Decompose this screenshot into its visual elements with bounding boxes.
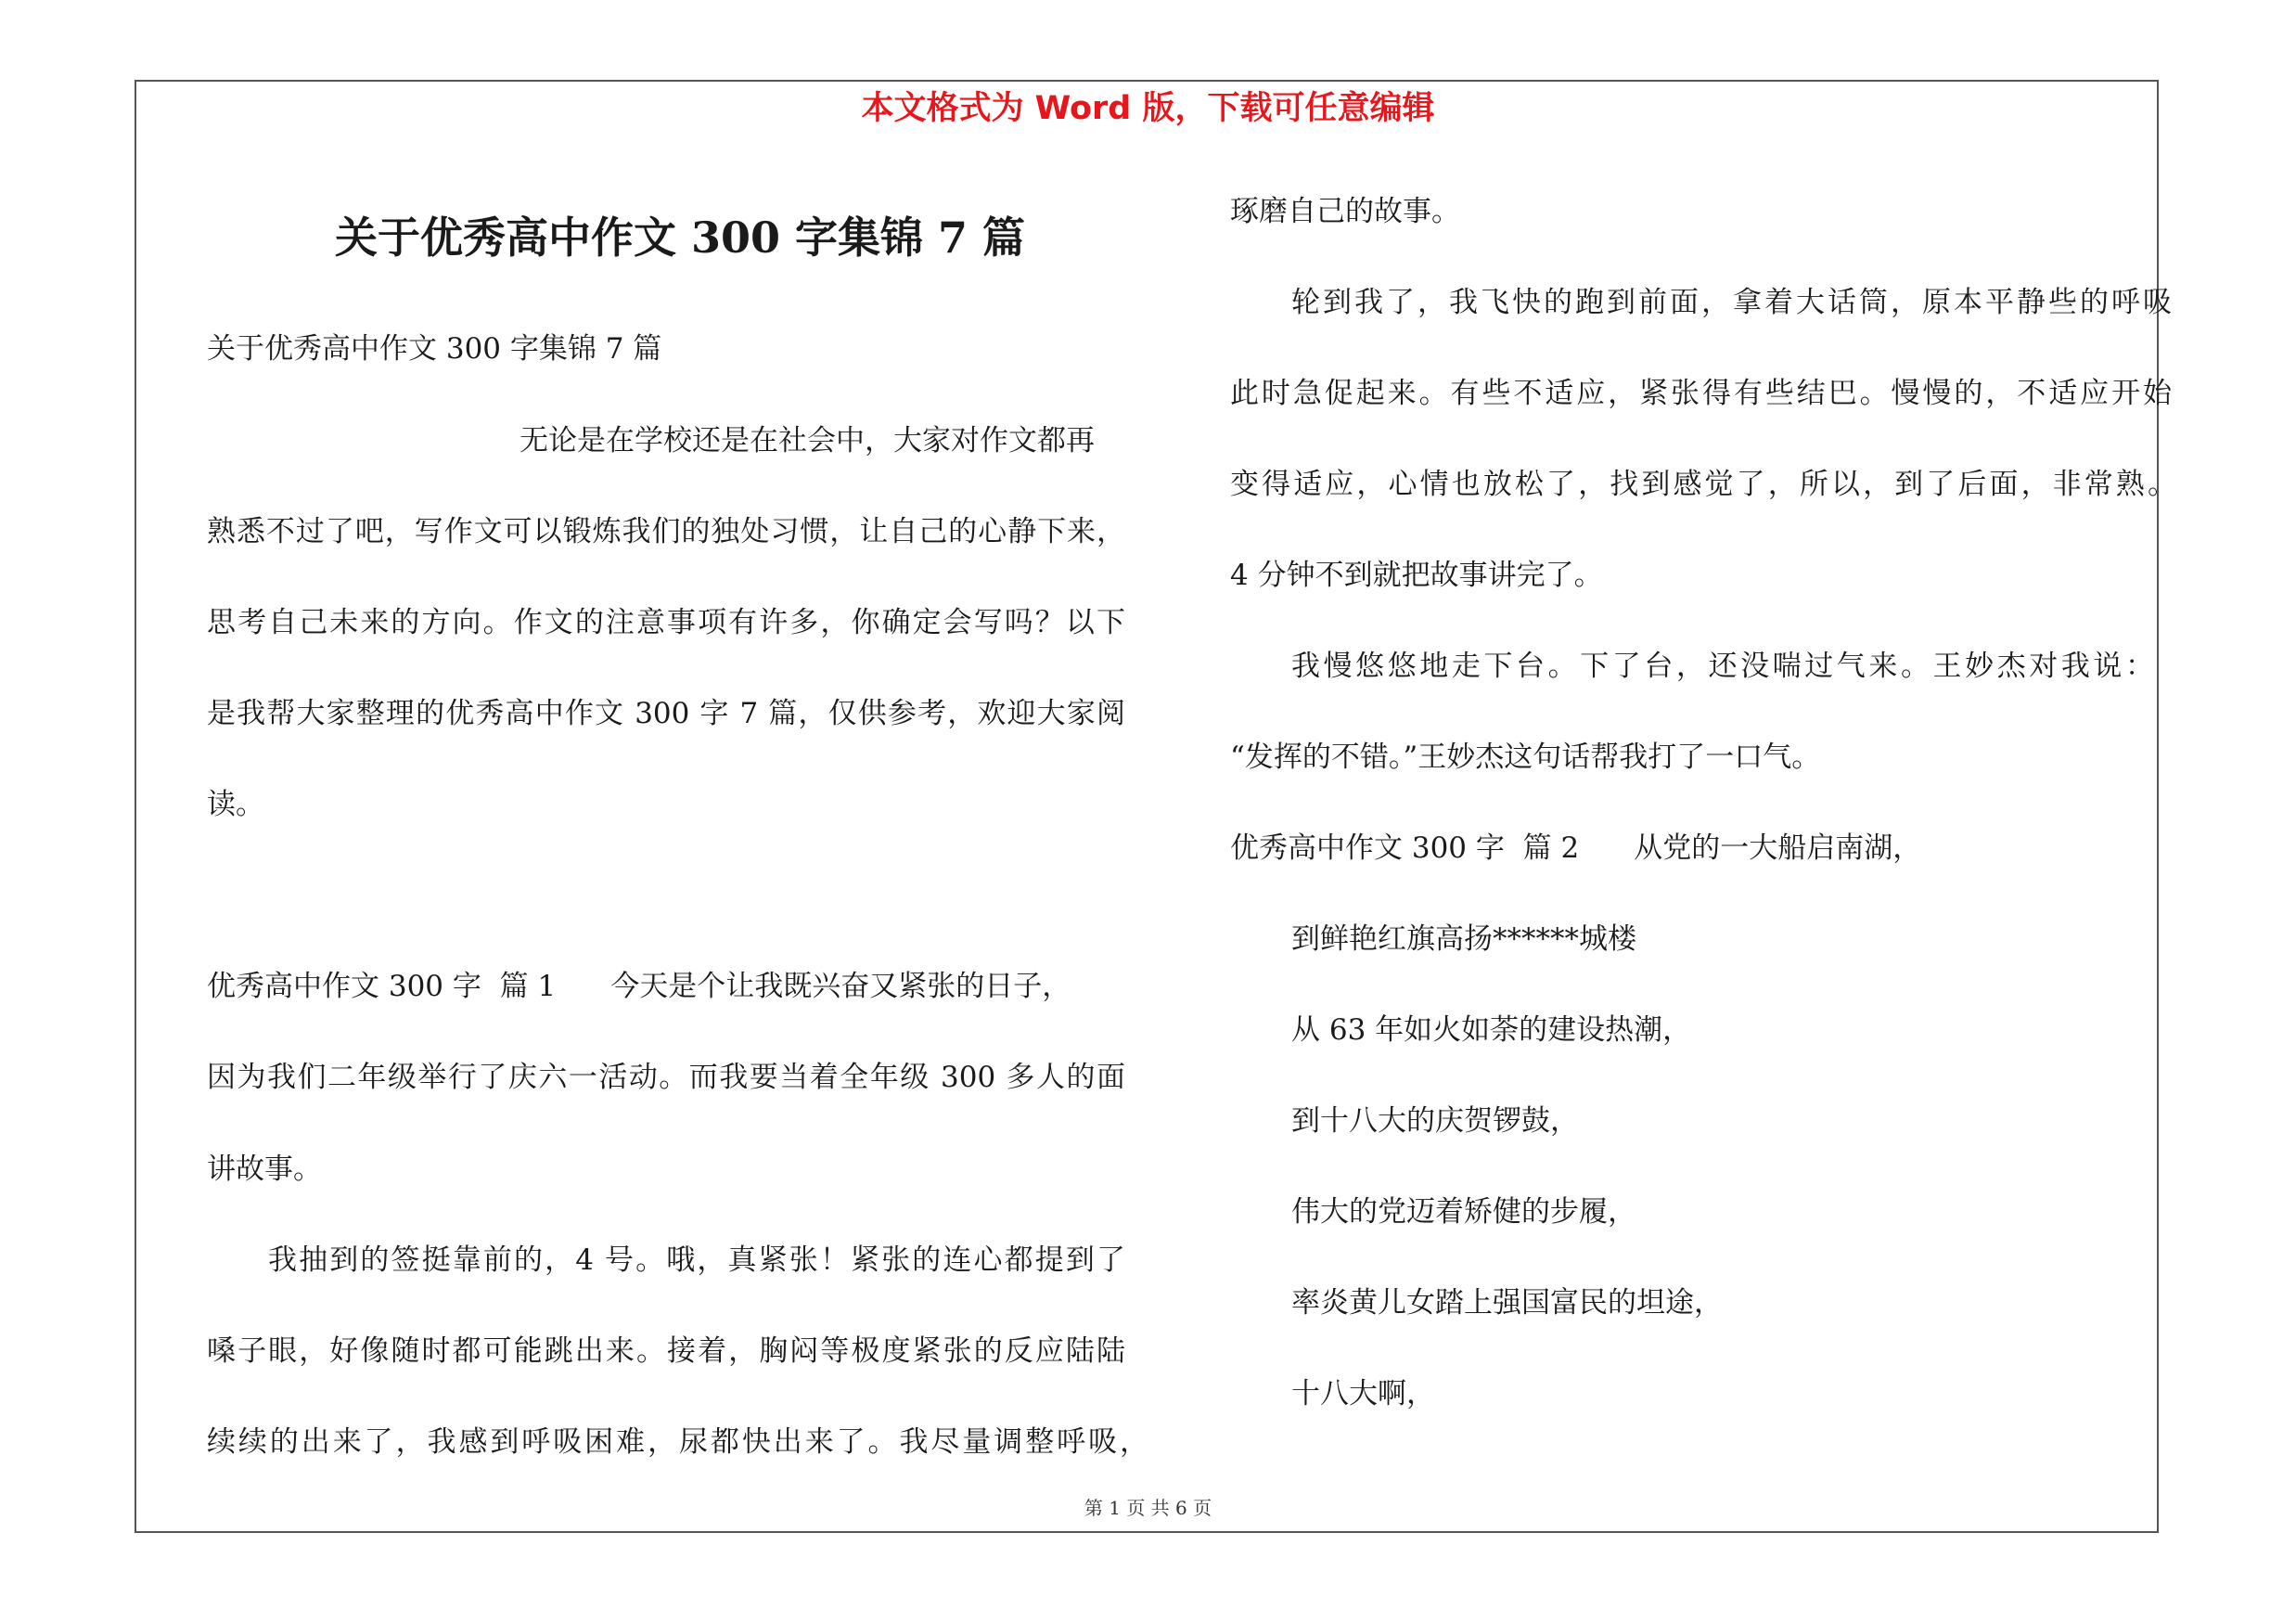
paragraph-line: 无论是在学校还是在社会中，大家对作文都再 xyxy=(519,424,1095,457)
poem-line: 十八大啊， xyxy=(1291,1377,1435,1410)
paragraph-line: 讲故事。 xyxy=(207,1153,322,1186)
poem-line: 率炎黄儿女踏上强国富民的坦途， xyxy=(1291,1286,1723,1320)
paragraph-line: 我慢悠悠地走下台。下了台，还没喘过气来。王妙杰对我说： xyxy=(1291,650,2154,683)
section-heading-line: 优秀高中作文 300 字 篇 2 从党的一大船启南湖， xyxy=(1230,831,1922,865)
paragraph-line: 变得适应，心情也放松了，找到感觉了，所以，到了后面，非常熟。 xyxy=(1230,468,2176,501)
paragraph-line: 熟悉不过了吧，写作文可以锻炼我们的独处习惯，让自己的心静下来， xyxy=(207,515,1125,548)
paragraph-line: 此时急促起来。有些不适应，紧张得有些结巴。慢慢的，不适应开始 xyxy=(1230,377,2172,410)
paragraph-line: 因为我们二年级举行了庆六一活动。而我要当着全年级 300 多人的面 xyxy=(207,1061,1125,1094)
poem-line: 到十八大的庆贺锣鼓， xyxy=(1291,1104,1579,1138)
poem-line: 到鲜艳红旗高扬******城楼 xyxy=(1291,922,1636,956)
document-title: 关于优秀高中作文 300 字集锦 7 篇 xyxy=(334,213,1026,263)
paragraph-line: 关于优秀高中作文 300 字集锦 7 篇 xyxy=(207,332,662,366)
paragraph-line: 读。 xyxy=(207,788,264,821)
paragraph-line: 我抽到的签挺靠前的，4 号。哦，真紧张！紧张的连心都提到了 xyxy=(268,1243,1125,1277)
paragraph-line: 思考自己未来的方向。作文的注意事项有许多，你确定会写吗？以下 xyxy=(207,606,1125,639)
paragraph-line: 琢磨自己的故事。 xyxy=(1230,195,1460,228)
section-heading-line: 优秀高中作文 300 字 篇 1 今天是个让我既兴奋又紧张的日子， xyxy=(207,970,1071,1003)
paragraph-line: 嗓子眼，好像随时都可能跳出来。接着，胸闷等极度紧张的反应陆陆 xyxy=(207,1334,1125,1368)
paragraph-line: 续续的出来了，我感到呼吸困难，尿都快出来了。我尽量调整呼吸， xyxy=(207,1425,1148,1459)
paragraph-line: “发挥的不错。”王妙杰这句话帮我打了一口气。 xyxy=(1230,741,1821,774)
page-number-footer: 第 1 页 共 6 页 xyxy=(1084,1497,1212,1519)
paragraph-line: 轮到我了，我飞快的跑到前面，拿着大话筒，原本平静些的呼吸 xyxy=(1291,286,2172,319)
paragraph-line: 是我帮大家整理的优秀高中作文 300 字 7 篇，仅供参考，欢迎大家阅 xyxy=(207,697,1125,730)
banner-notice: 本文格式为 Word 版，下载可任意编辑 xyxy=(861,90,1435,127)
paragraph-line: 4 分钟不到就把故事讲完了。 xyxy=(1230,559,1603,592)
poem-line: 从 63 年如火如荼的建设热潮， xyxy=(1291,1013,1692,1047)
poem-line: 伟大的党迈着矫健的步履， xyxy=(1291,1195,1636,1229)
